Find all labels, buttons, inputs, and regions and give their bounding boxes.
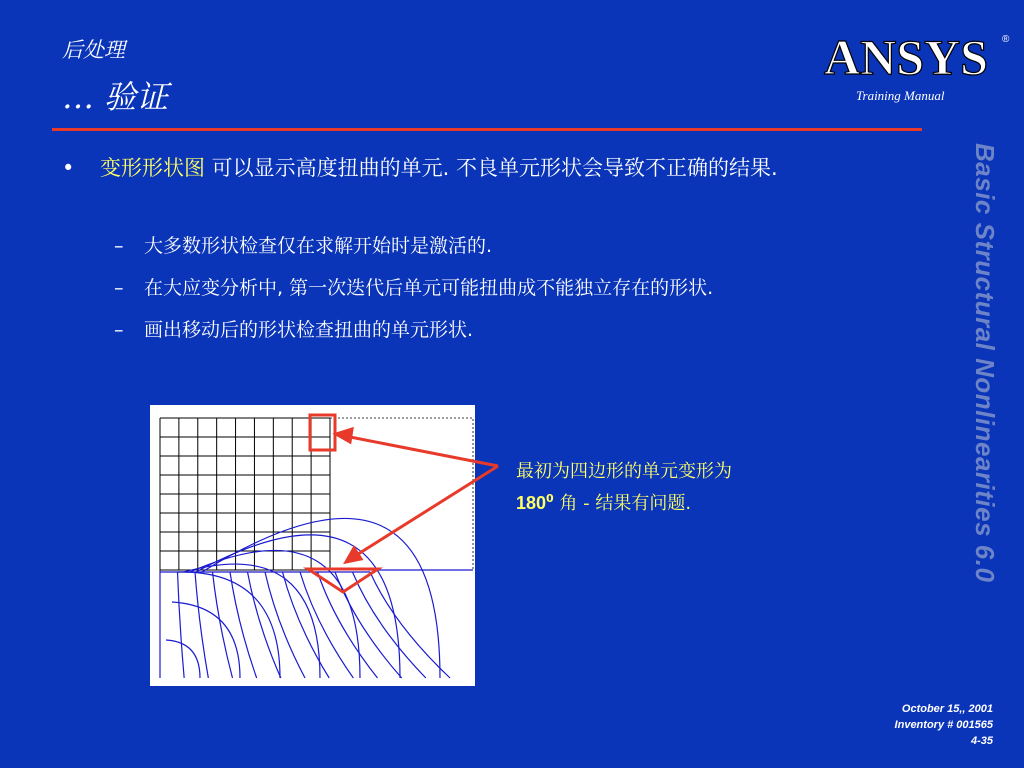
callout-angle: 180: [516, 493, 547, 513]
deformed-mesh-line: [213, 572, 233, 678]
training-manual-label: Training Manual: [856, 88, 945, 103]
callout-line1: 最初为四边形的单元变形为: [516, 461, 732, 482]
callout-arrows: [336, 429, 498, 562]
callout-text: [516, 458, 732, 517]
side-course-title: Basic Structural Nonlinearities 6.0: [970, 143, 1000, 583]
footer-inventory: Inventory # 001565: [894, 719, 993, 731]
sub-text: 在大应变分析中, 第一次迭代后单元可能扭曲成不能独立存在的形状.: [144, 277, 714, 299]
slide-subtitle: 后处理: [62, 38, 125, 62]
callout-suffix: 角 - 结果有问题.: [553, 493, 692, 514]
sub-text: 大多数形状检查仅在求解开始时是激活的.: [144, 235, 493, 257]
deformed-mesh-line: [300, 572, 353, 678]
bullet-highlight: 变形形状图: [100, 156, 205, 180]
callout-degree: 0: [546, 492, 554, 505]
bullet-body: 可以显示高度扭曲的单元. 不良单元形状会导致不正确的结果.: [205, 156, 778, 180]
logo-text: ANSYS: [824, 30, 988, 80]
arrowhead-upper: [336, 429, 352, 442]
highlight-square: [310, 415, 335, 450]
deformed-mesh-line: [178, 572, 185, 678]
sub-dash: –: [114, 235, 124, 257]
footer: [895, 701, 993, 749]
sub-dash: –: [114, 319, 124, 341]
deformed-mesh-line: [335, 572, 402, 678]
callout-line2: [516, 485, 732, 517]
sub-dash: –: [114, 277, 124, 299]
deformed-mesh: [160, 518, 450, 678]
registered-mark: ®: [1002, 34, 1010, 45]
sub-text: 画出移动后的形状检查扭曲的单元形状.: [144, 319, 474, 341]
deformed-mesh-line: [195, 572, 208, 678]
deformed-mesh-line: [248, 572, 281, 678]
slide-title: … 验证: [62, 78, 169, 116]
footer-date: October 15,, 2001: [901, 703, 993, 715]
deformed-mesh-line: [353, 572, 426, 678]
bullet-dot: •: [62, 156, 75, 180]
footer-page: 4-35: [970, 735, 993, 747]
